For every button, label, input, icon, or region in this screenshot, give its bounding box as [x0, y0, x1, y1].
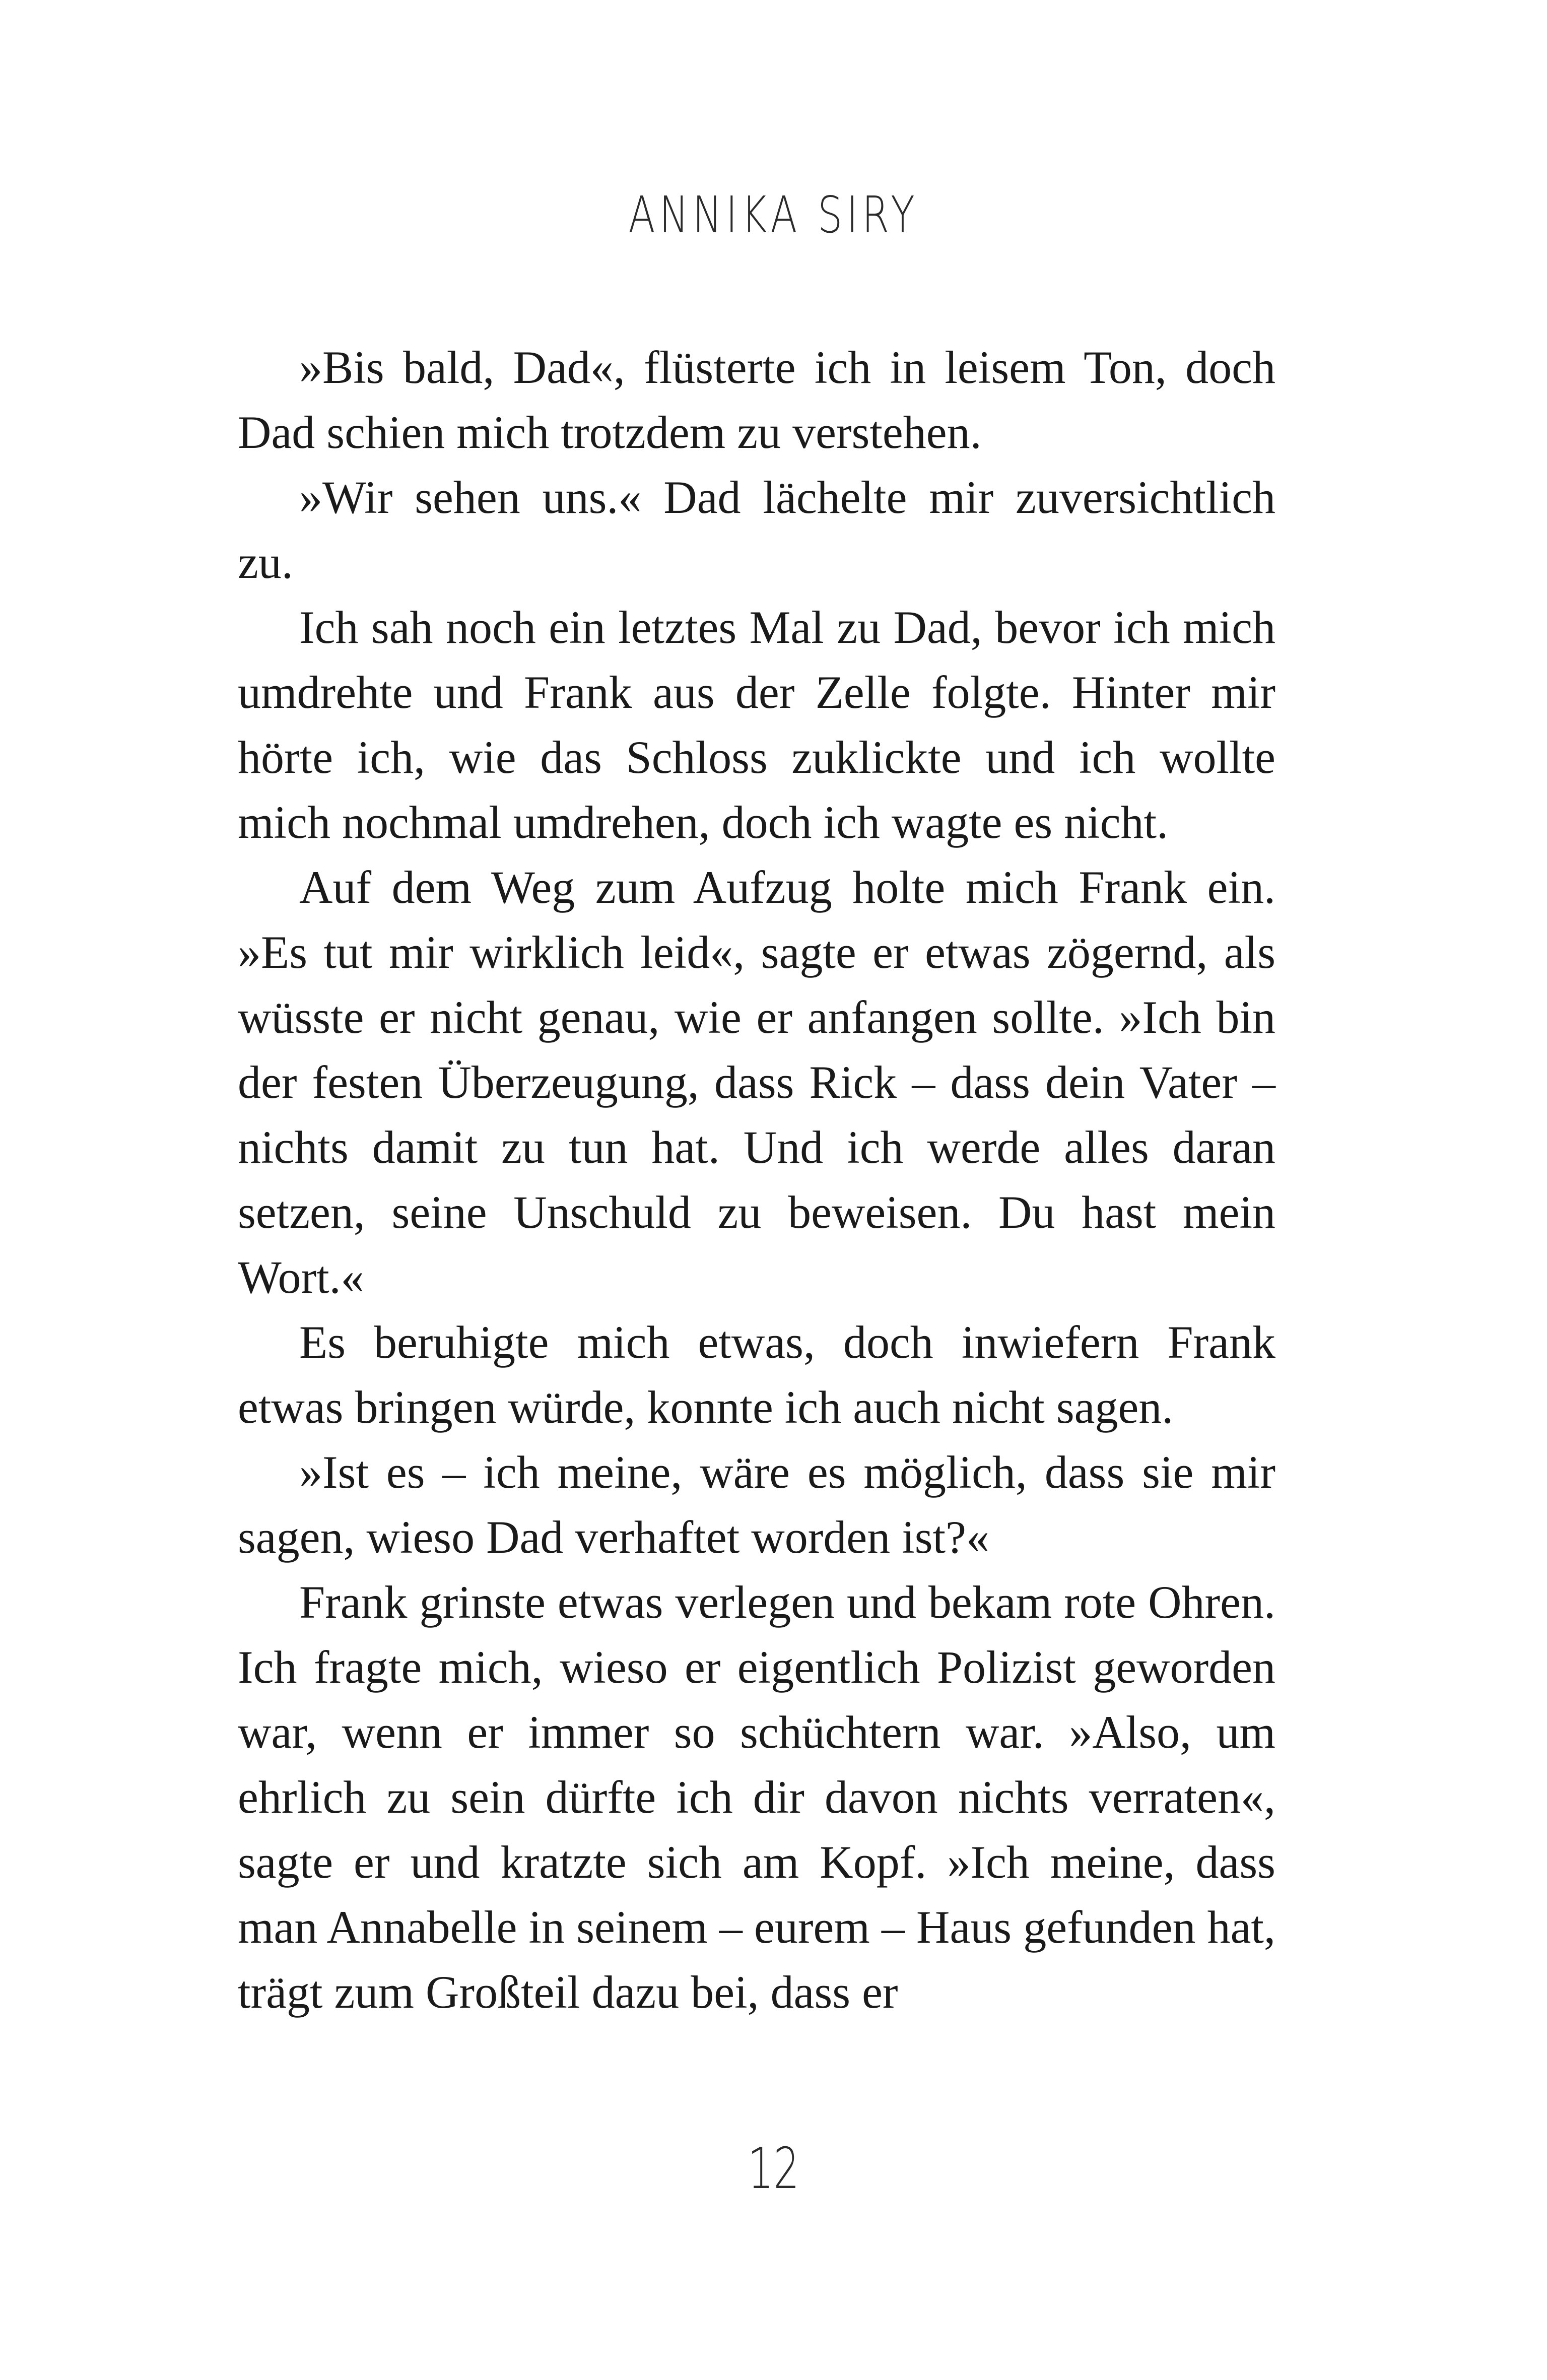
page-number: 12 [748, 2136, 799, 2202]
body-text [238, 335, 1275, 2025]
paragraph: »Wir sehen uns.« Dad lächelte mir zuversichtlich zu. [238, 472, 1275, 588]
paragraph: »Bis bald, Dad«, flüsterte ich in leisem Ton, doch Dad schien mich trotzdem zu verstehen. [238, 342, 1275, 458]
paragraph: Auf dem Weg zum Aufzug holte mich Frank ein. »Es tut mir wirklich leid«, sagte er etwas zögernd, als wüsste er nicht genau, wie er anfangen sollte. »Ich bin der festen Überzeugung, dass Rick – dass dein Vater – nichts damit zu tun hat. Und ich werde alles daran setzen, seine Unschuld zu beweisen. Du hast mein Wort.« [238, 862, 1275, 1303]
paragraph: Es beruhigte mich etwas, doch inwiefern Frank etwas bringen würde, konnte ich auch nicht sagen. [238, 1316, 1275, 1433]
running-head-author: ANNIKA SIRY [628, 185, 919, 244]
paragraph: Ich sah noch ein letztes Mal zu Dad, bevor ich mich umdrehte und Frank aus der Zelle folgte. Hinter mir hörte ich, wie das Schloss zuklickte und ich wollte mich nochmal umdrehen, doch ich wagte es nicht. [238, 602, 1275, 848]
paragraph: »Ist es – ich meine, wäre es möglich, dass sie mir sagen, wieso Dad verhaftet worden ist?« [238, 1446, 1275, 1563]
paragraph: Frank grinste etwas verlegen und bekam rote Ohren. Ich fragte mich, wieso er eigentlich Polizist geworden war, wenn er immer so schüchtern war. »Also, um ehrlich zu sein dürfte ich dir davon nichts verraten«, sagte er und kratzte sich am Kopf. »Ich meine, dass man Annabelle in seinem – eurem – Haus gefunden hat, trägt zum Großteil dazu bei, dass er [238, 1576, 1275, 2018]
